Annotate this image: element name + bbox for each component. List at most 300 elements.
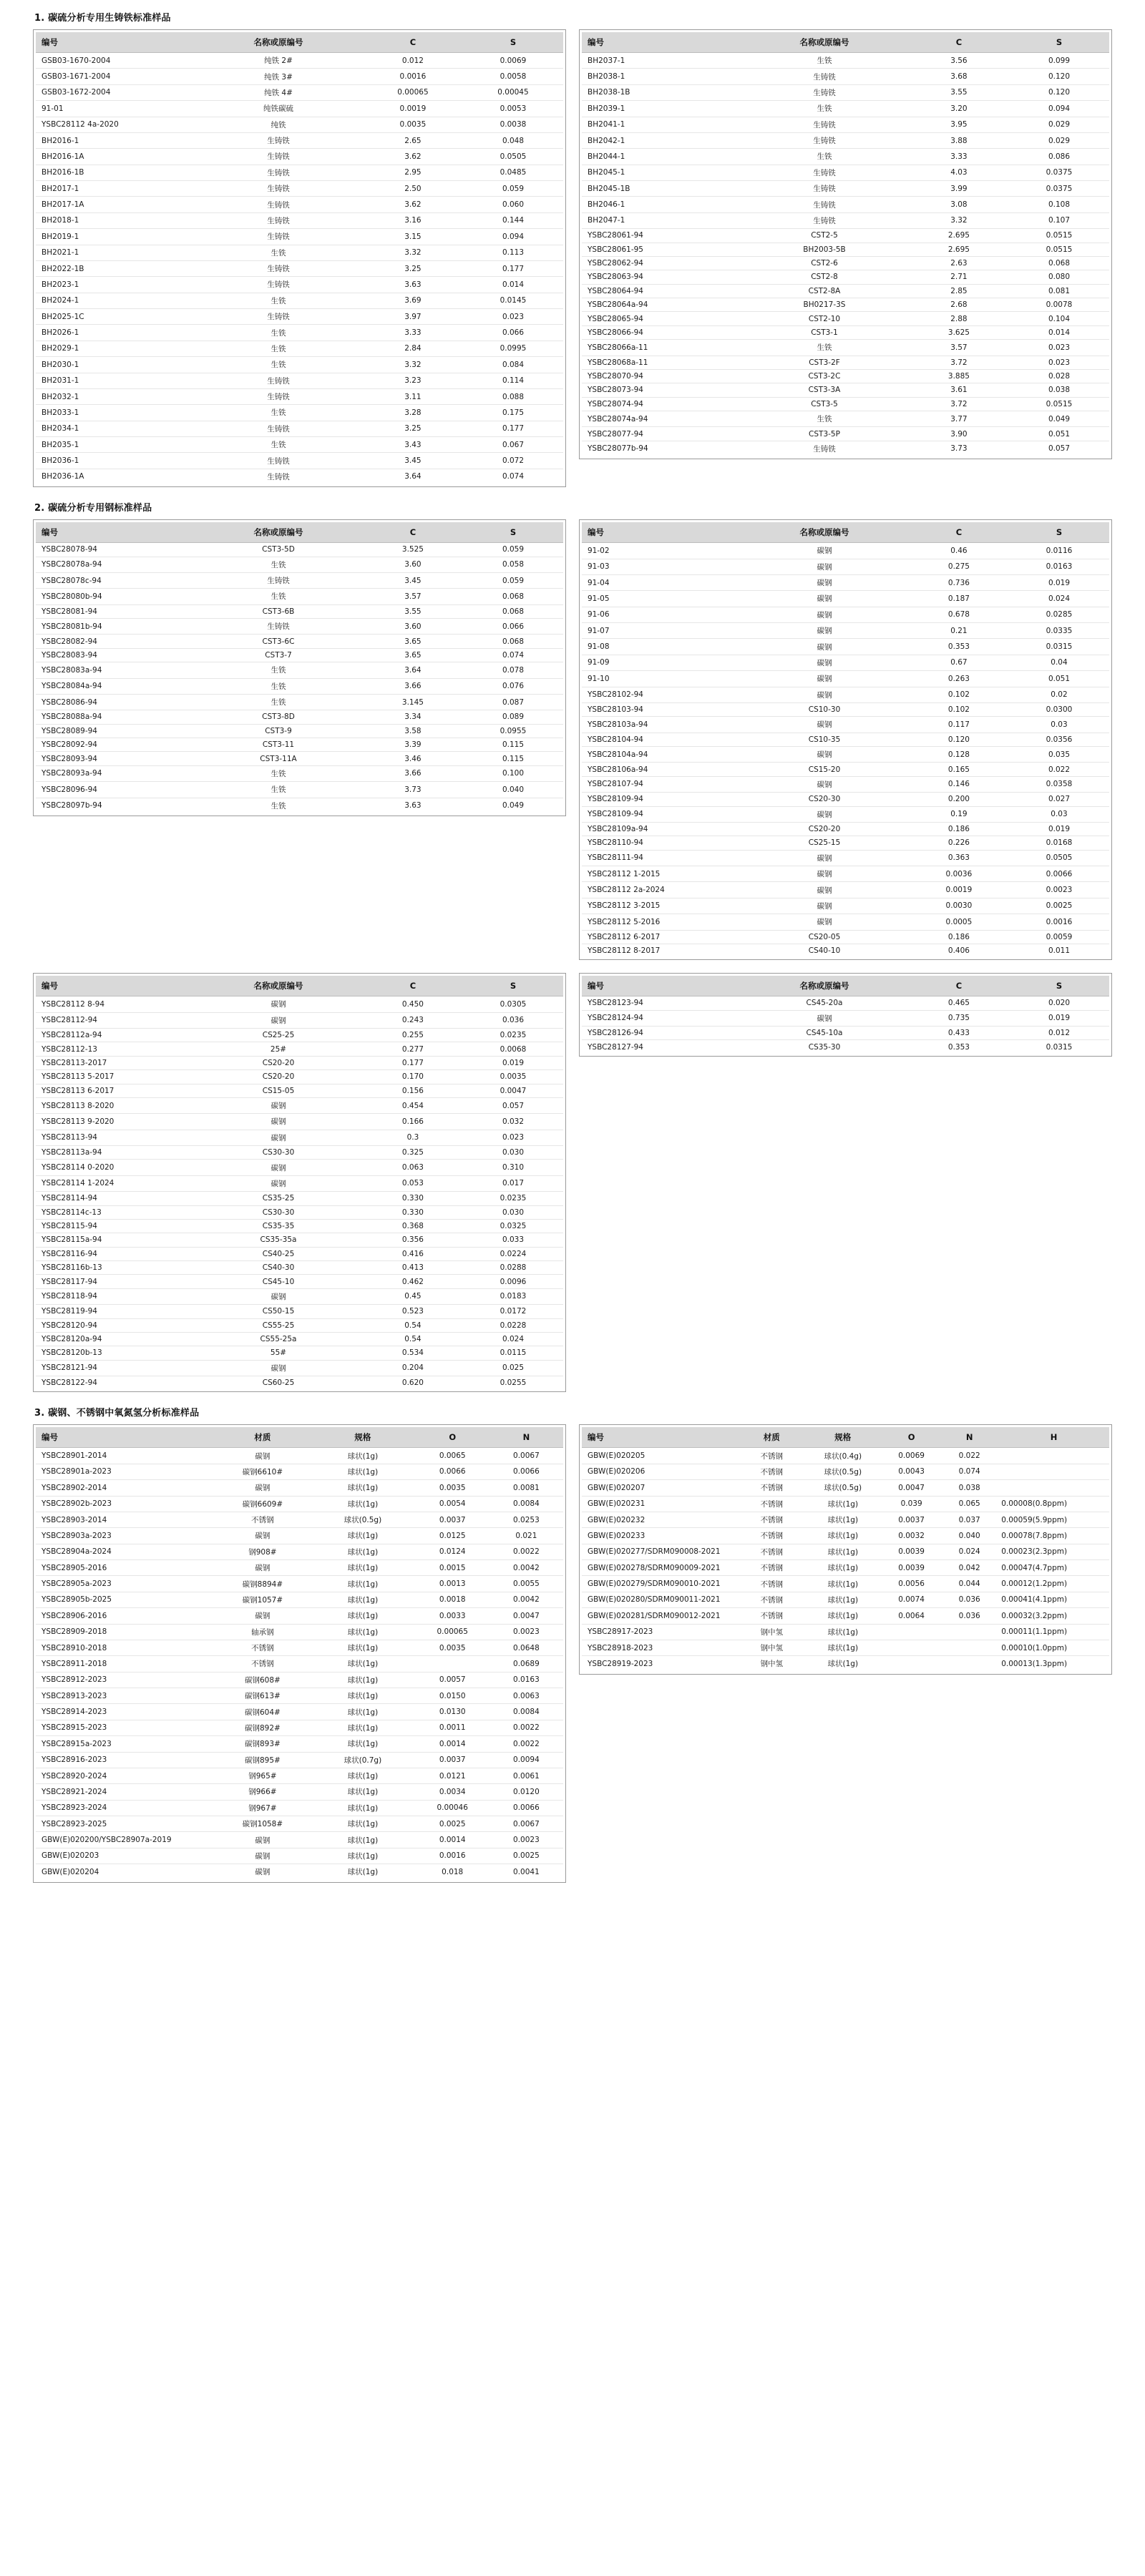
table-cell: 0.021	[489, 1528, 563, 1544]
table-cell: YSBC28082-94	[36, 635, 194, 648]
table-row	[36, 1528, 563, 1544]
table-cell: 0.115	[463, 738, 563, 752]
table-cell: 碳钢	[740, 559, 909, 574]
table-row	[36, 1192, 563, 1205]
table-cell: 0.46	[909, 543, 1009, 559]
table-cell: CST3-8D	[194, 710, 363, 724]
table-cell: 91-01	[36, 101, 194, 117]
table-cell: YSBC28116-94	[36, 1247, 194, 1260]
table-cell: YSBC28106a-94	[582, 763, 740, 776]
table-cell: 球状(1g)	[804, 1496, 883, 1512]
table-cell: 0.019	[1009, 1010, 1109, 1026]
table-cell: GBW(E)020281/SDRM090012-2021	[582, 1608, 740, 1624]
table-row	[36, 1704, 563, 1720]
table-header-row	[582, 1427, 1109, 1448]
table-row	[582, 1448, 1109, 1464]
table-row	[582, 1027, 1109, 1040]
table-row	[36, 996, 563, 1012]
table-cell: 3.68	[909, 69, 1009, 84]
section-title: 3. 碳钢、不锈钢中氧氮氢分析标准样品	[34, 1408, 200, 1419]
col-header-c: C	[909, 522, 1009, 543]
col-header-c: C	[363, 522, 463, 543]
table-row	[36, 325, 563, 341]
table-cell: 碳钢	[740, 543, 909, 559]
table-cell: 碳钢	[194, 1012, 363, 1028]
table-cell: CS10-35	[740, 733, 909, 746]
table-cell: 0.074	[502, 472, 524, 481]
table-row	[36, 1233, 563, 1247]
table-row	[36, 604, 563, 618]
table-cell: CST3-5P	[740, 427, 909, 441]
table-cell: 0.114	[463, 373, 563, 388]
table-cell: 0.120	[1009, 69, 1109, 84]
table-cell: 碳钢1058#	[215, 1816, 311, 1832]
table-cell: YSBC28114 0-2020	[36, 1160, 194, 1175]
table-cell: 0.00012(1.2ppm)	[998, 1576, 1109, 1592]
table-cell: 3.61	[909, 383, 1009, 397]
table-cell: 0.0130	[416, 1704, 489, 1720]
table-cell: 0.014	[463, 277, 563, 293]
table-cell: CST2-10	[740, 312, 909, 325]
table-cell: YSBC28918-2023	[582, 1640, 740, 1655]
table-cell: 0.0043	[882, 1464, 940, 1479]
table-cell: 0.048	[463, 132, 563, 148]
table-cell: 3.88	[909, 132, 1009, 148]
table-cell: 碳钢	[740, 898, 909, 914]
table-cell: 不锈钢	[740, 1560, 803, 1576]
table-cell: 0.0018	[416, 1592, 489, 1607]
two-column-layout	[33, 973, 1112, 1392]
col-header-name: 名称或原编号	[740, 522, 909, 543]
table-row	[36, 1832, 563, 1848]
table-row	[582, 69, 1109, 84]
table-cell: 球状(1g)	[804, 1544, 883, 1559]
col-header-s: S	[1009, 522, 1109, 543]
table-cell: 0.120	[1009, 84, 1109, 100]
table-cell: 球状(1g)	[804, 1624, 883, 1640]
table-cell: 0.0056	[882, 1576, 940, 1592]
table-row	[582, 639, 1109, 655]
table-cell: 碳钢	[740, 882, 909, 898]
table-cell: BH2044-1	[582, 149, 740, 165]
table-cell: 0.0358	[1009, 776, 1109, 792]
column-left	[33, 519, 566, 816]
table-cell: 0.0035	[416, 1640, 489, 1655]
table-row	[582, 427, 1109, 441]
table-cell: 3.73	[363, 782, 463, 798]
table-cell: CS25-15	[740, 836, 909, 850]
col-header-name: 名称或原编号	[194, 976, 363, 996]
table-cell: 0.014	[1009, 325, 1109, 339]
table-cell: 91-09	[582, 655, 740, 670]
table-cell: 0.0066	[489, 1800, 563, 1816]
table-cell: 0.0094	[489, 1752, 563, 1768]
table-cell: 生铁	[740, 411, 909, 427]
table-cell: 2.63	[909, 256, 1009, 270]
table-cell: 球状(1g)	[310, 1480, 415, 1496]
col-header-c: C	[909, 976, 1009, 996]
table-cell: YSBC28064-94	[582, 284, 740, 298]
table-cell: 球状(1g)	[310, 1608, 415, 1624]
table-cell: YSBC28911-2018	[36, 1656, 215, 1672]
table-cell: 0.0995	[463, 341, 563, 356]
table-cell: 球状(1g)	[310, 1576, 415, 1592]
table-cell: YSBC28112-13	[36, 1042, 194, 1056]
table-row	[582, 411, 1109, 427]
table-cell: 0.277	[363, 1042, 463, 1056]
table-row	[582, 369, 1109, 383]
table-cell: YSBC28122-94	[42, 1378, 97, 1388]
table-cell: GBW(E)020232	[582, 1512, 740, 1527]
section-gases	[33, 1405, 1112, 1882]
table-cell: 55#	[194, 1346, 363, 1360]
table-cell: 不锈钢	[740, 1592, 803, 1607]
table-cell: 0.454	[363, 1097, 463, 1113]
table-row	[36, 572, 563, 588]
table-cell: 球状(0.7g)	[310, 1752, 415, 1768]
table-cell: YSBC28109a-94	[582, 822, 740, 836]
table-cell: BH2021-1	[36, 245, 194, 260]
table-cell: 0.00013(1.3ppm)	[1001, 1659, 1068, 1668]
table-cell: 碳钢613#	[215, 1688, 311, 1704]
table-cell: 0.353	[947, 1042, 970, 1052]
table-cell: 生铁	[194, 694, 363, 710]
table-row	[36, 1360, 563, 1376]
table-row	[36, 373, 563, 388]
table-cell: BH2018-1	[36, 212, 194, 228]
table-cell: 0.012	[1009, 1027, 1109, 1040]
table-cell	[998, 1448, 1109, 1464]
table-cell: YSBC28103-94	[582, 702, 740, 716]
table-cell: 0.0515	[1009, 229, 1109, 243]
table-cell: YSBC28103a-94	[582, 717, 740, 733]
table-cell: 3.72	[909, 356, 1009, 369]
section-steel-continued	[33, 973, 1112, 1392]
table-row	[36, 1175, 563, 1191]
table-cell: 0.107	[1009, 212, 1109, 228]
table-cell: 0.094	[1009, 101, 1109, 117]
table-cell: GBW(E)020231	[582, 1496, 740, 1512]
table-cell: 球状(1g)	[310, 1768, 415, 1783]
table-cell: 0.0014	[416, 1832, 489, 1848]
table-cell: 碳钢	[740, 655, 909, 670]
table-cell: 0.144	[463, 212, 563, 228]
table-cell: 3.66	[363, 678, 463, 694]
table-cell: 生铸铁	[740, 197, 909, 212]
table-row	[582, 441, 1109, 456]
table-row	[36, 165, 563, 180]
table-cell: 0.0163	[489, 1672, 563, 1688]
table-cell: 0.406	[947, 946, 970, 956]
table-cell: BH0217-3S	[740, 298, 909, 312]
table-cell: 0.0315	[1046, 1042, 1073, 1052]
table-cell: 0.012	[363, 53, 463, 69]
table-cell: CST3-3A	[740, 383, 909, 397]
table-cell: 生铁	[194, 405, 363, 421]
table-row	[36, 1097, 563, 1113]
table-cell: YSBC28074-94	[582, 397, 740, 411]
table-cell: 3.77	[909, 411, 1009, 427]
table-row	[36, 589, 563, 604]
table-cell: YSBC28081-94	[36, 604, 194, 618]
table-cell: 3.57	[363, 589, 463, 604]
table-row	[582, 356, 1109, 369]
column-right	[579, 973, 1112, 1057]
table-cell: 0.02	[1009, 687, 1109, 702]
table-row	[36, 53, 563, 69]
table-cell: 0.0053	[463, 101, 563, 117]
table-row	[582, 284, 1109, 298]
table-cell: YSBC28905a-2023	[36, 1576, 215, 1592]
table-cell: 球状(1g)	[310, 1672, 415, 1688]
table-cell: 不锈钢	[740, 1528, 803, 1544]
table-cell: 0.0037	[416, 1512, 489, 1527]
table-cell: 0.024	[1009, 591, 1109, 607]
table-cell: 0.0061	[489, 1768, 563, 1783]
table-cell: 球状(1g)	[804, 1576, 883, 1592]
table-cell: 4.03	[909, 165, 1009, 180]
table-cell: 0.0150	[416, 1688, 489, 1704]
col-header-s: S	[463, 522, 563, 543]
table-cell: 碳钢	[194, 1160, 363, 1175]
table-cell: 0.0228	[463, 1318, 563, 1332]
table-cell: YSBC28112 5-2016	[582, 914, 740, 930]
table-cell: 2.695	[909, 243, 1009, 256]
table-cell: CS40-10	[808, 946, 841, 956]
table-cell: 0.0037	[882, 1512, 940, 1527]
table-cell: 0.413	[363, 1261, 463, 1275]
table-row	[582, 836, 1109, 850]
table-cell: 生铁	[194, 437, 363, 453]
table-cell: 球状(1g)	[310, 1528, 415, 1544]
table-cell: YSBC28913-2023	[36, 1688, 215, 1704]
table-sec2-left	[36, 522, 563, 813]
table-cell: 0.018	[442, 1867, 464, 1876]
table-cell: 碳钢	[740, 717, 909, 733]
table-cell: 生铸铁	[740, 117, 909, 132]
col-header-id: 编号	[582, 1427, 740, 1448]
table-row	[582, 882, 1109, 898]
table-cell: YSBC28112 3-2015	[582, 898, 740, 914]
table-row	[36, 1275, 563, 1288]
table-cell: 0.0515	[1009, 397, 1109, 411]
table-row	[36, 1496, 563, 1512]
table-cell: 0.243	[363, 1012, 463, 1028]
table-cell: YSBC28912-2023	[36, 1672, 215, 1688]
table-cell: 碳钢895#	[215, 1752, 311, 1768]
table-cell: CST3-5	[740, 397, 909, 411]
table-row	[36, 149, 563, 165]
table-row	[582, 1624, 1109, 1640]
table-cell: YSBC28923-2025	[36, 1816, 215, 1832]
table-cell: 钢中氢	[740, 1624, 803, 1640]
table-cell: YSBC28917-2023	[582, 1624, 740, 1640]
table-row	[36, 293, 563, 308]
table-row	[582, 1480, 1109, 1496]
table-cell: 0.029	[1009, 132, 1109, 148]
table-row	[36, 1480, 563, 1496]
table-cell: 0.00045	[463, 84, 563, 100]
table-cell: 3.25	[363, 421, 463, 436]
table-cell: 0.0124	[416, 1544, 489, 1559]
table-cell: 碳钢892#	[215, 1720, 311, 1735]
table-row	[36, 1560, 563, 1576]
table-cell: 0.084	[463, 357, 563, 373]
table-row	[582, 397, 1109, 411]
section-cast-iron	[33, 10, 1112, 487]
table-cell: YSBC28909-2018	[36, 1624, 215, 1640]
table-cell: 0.0066	[489, 1464, 563, 1479]
table-cell: 生铸铁	[194, 260, 363, 276]
table-cell: 0.0115	[463, 1346, 563, 1360]
table-cell: BH2022-1B	[36, 260, 194, 276]
table-cell: YSBC28089-94	[36, 724, 194, 738]
table-cell: 3.32	[363, 357, 463, 373]
table-cell: YSBC28111-94	[582, 850, 740, 866]
table-row	[582, 1040, 1109, 1054]
table-sec2-right	[582, 522, 1109, 957]
table-cell: 0.020	[1009, 996, 1109, 1010]
table-cell: 0.0057	[416, 1672, 489, 1688]
table-cell: 碳钢	[740, 914, 909, 930]
table-cell: 0.00047(4.7ppm)	[998, 1560, 1109, 1576]
column-left	[33, 29, 566, 487]
table-cell: 0.0315	[1009, 639, 1109, 655]
table-cell	[998, 1480, 1109, 1496]
table-cell: 0.186	[909, 930, 1009, 944]
table-cell: 球状(1g)	[310, 1592, 415, 1607]
table-cell: 0.0305	[463, 996, 563, 1012]
table-cell: YSBC28116b-13	[36, 1261, 194, 1275]
table-cell: 碳钢	[215, 1560, 311, 1576]
table-cell: 生铸铁	[194, 277, 363, 293]
table-row	[36, 437, 563, 453]
table-cell: YSBC28123-94	[582, 996, 740, 1010]
table-row	[582, 914, 1109, 930]
col-header-id: 编号	[36, 1427, 215, 1448]
table-cell: YSBC28121-94	[36, 1360, 194, 1376]
table-cell: 3.28	[363, 405, 463, 421]
table-cell: 0.104	[1009, 312, 1109, 325]
table-cell: 0.165	[909, 763, 1009, 776]
table-cell: 0.0074	[882, 1592, 940, 1607]
table-cell: YSBC28120b-13	[36, 1346, 194, 1360]
table-row	[36, 132, 563, 148]
table-cell: 0.102	[909, 702, 1009, 716]
table-cell: 生铁	[194, 357, 363, 373]
table-cell: 0.033	[463, 1233, 563, 1247]
table-cell: 0.275	[909, 559, 1009, 574]
table-cell: 0.04	[1009, 655, 1109, 670]
table-cell: 2.88	[909, 312, 1009, 325]
table-cell: YSBC28902-2014	[36, 1480, 215, 1496]
table-cell: YSBC28077-94	[582, 427, 740, 441]
table-cell: 0.3	[363, 1130, 463, 1145]
table-row	[582, 747, 1109, 763]
table-cell: CST3-11	[194, 738, 363, 752]
table-cell: 91-05	[582, 591, 740, 607]
table-cell: 0.022	[1009, 763, 1109, 776]
table-sec4-right	[582, 1427, 1109, 1671]
table-cell: 球状(1g)	[310, 1624, 415, 1640]
table-cell: 碳钢6610#	[215, 1464, 311, 1479]
table-cell: BH2047-1	[582, 212, 740, 228]
table-cell: CST2-8A	[740, 284, 909, 298]
col-header-o: O	[416, 1427, 489, 1448]
table-cell: GBW(E)020280/SDRM090011-2021	[582, 1592, 740, 1607]
table-cell: 0.0375	[1009, 181, 1109, 197]
table-cell: 0.023	[463, 309, 563, 325]
table-cell: 轴承钢	[215, 1624, 311, 1640]
table-cell: 0.0335	[1009, 623, 1109, 639]
col-header-id: 编号	[582, 976, 740, 996]
table-cell: 3.90	[909, 427, 1009, 441]
table-cell: 0.0069	[463, 53, 563, 69]
table-cell: 3.73	[950, 444, 968, 454]
table-cell: 0.115	[463, 752, 563, 765]
table-cell: 0.462	[363, 1275, 463, 1288]
table-cell: 0.0023	[1009, 882, 1109, 898]
table-cell: 0.0036	[909, 866, 1009, 882]
table-cell: YSBC28081b-94	[36, 619, 194, 635]
table-cell: CS45-20a	[740, 996, 909, 1010]
table-cell: 0.146	[909, 776, 1009, 792]
table-cell: 球状(1g)	[310, 1656, 415, 1672]
table-row	[36, 101, 563, 117]
table-cell: 碳钢	[194, 1130, 363, 1145]
table-cell: 0.076	[463, 678, 563, 694]
col-header-id: 编号	[36, 522, 194, 543]
table-cell: 0.0081	[489, 1480, 563, 1496]
table-cell: 0.074	[463, 648, 563, 662]
table-cell: BH2019-1	[36, 229, 194, 245]
col-header-c: C	[363, 32, 463, 53]
table-cell: YSBC28066a-11	[582, 340, 740, 356]
table-cell: YSBC28112 6-2017	[582, 930, 740, 944]
table-cell: 不锈钢	[740, 1544, 803, 1559]
table-row	[36, 1752, 563, 1768]
table-cell: 生铁	[740, 53, 909, 69]
table-row	[582, 1010, 1109, 1026]
table-cell: 0.081	[1009, 284, 1109, 298]
table-cell: 碳钢	[194, 996, 363, 1012]
two-column-layout	[33, 519, 1112, 960]
table-cell: 3.65	[363, 648, 463, 662]
table-cell: 生铸铁	[194, 619, 363, 635]
table-cell: 0.0125	[416, 1528, 489, 1544]
table-cell: 0.465	[909, 996, 1009, 1010]
table-body	[36, 996, 563, 1390]
table-cell: 0.433	[909, 1027, 1009, 1040]
table-row	[36, 782, 563, 798]
col-header-s: S	[463, 32, 563, 53]
table-cell: CS45-10a	[740, 1027, 909, 1040]
table-cell: YSBC28118-94	[36, 1288, 194, 1304]
table-cell: YSBC28906-2016	[36, 1608, 215, 1624]
table-cell: 2.71	[909, 270, 1009, 284]
table-cell: 球状(1g)	[310, 1800, 415, 1816]
table-cell: 碳钢	[740, 623, 909, 639]
table-cell: 不锈钢	[215, 1656, 311, 1672]
table-cell: BH2042-1	[582, 132, 740, 148]
table-row	[582, 898, 1109, 914]
table-cell: YSBC28088a-94	[36, 710, 194, 724]
table-cell: 0.0120	[489, 1784, 563, 1800]
table-cell: GBW(E)020200/YSBC28907a-2019	[36, 1832, 215, 1848]
table-cell: YSBC28113 6-2017	[36, 1084, 194, 1097]
table-row	[582, 270, 1109, 284]
table-row	[36, 1305, 563, 1318]
